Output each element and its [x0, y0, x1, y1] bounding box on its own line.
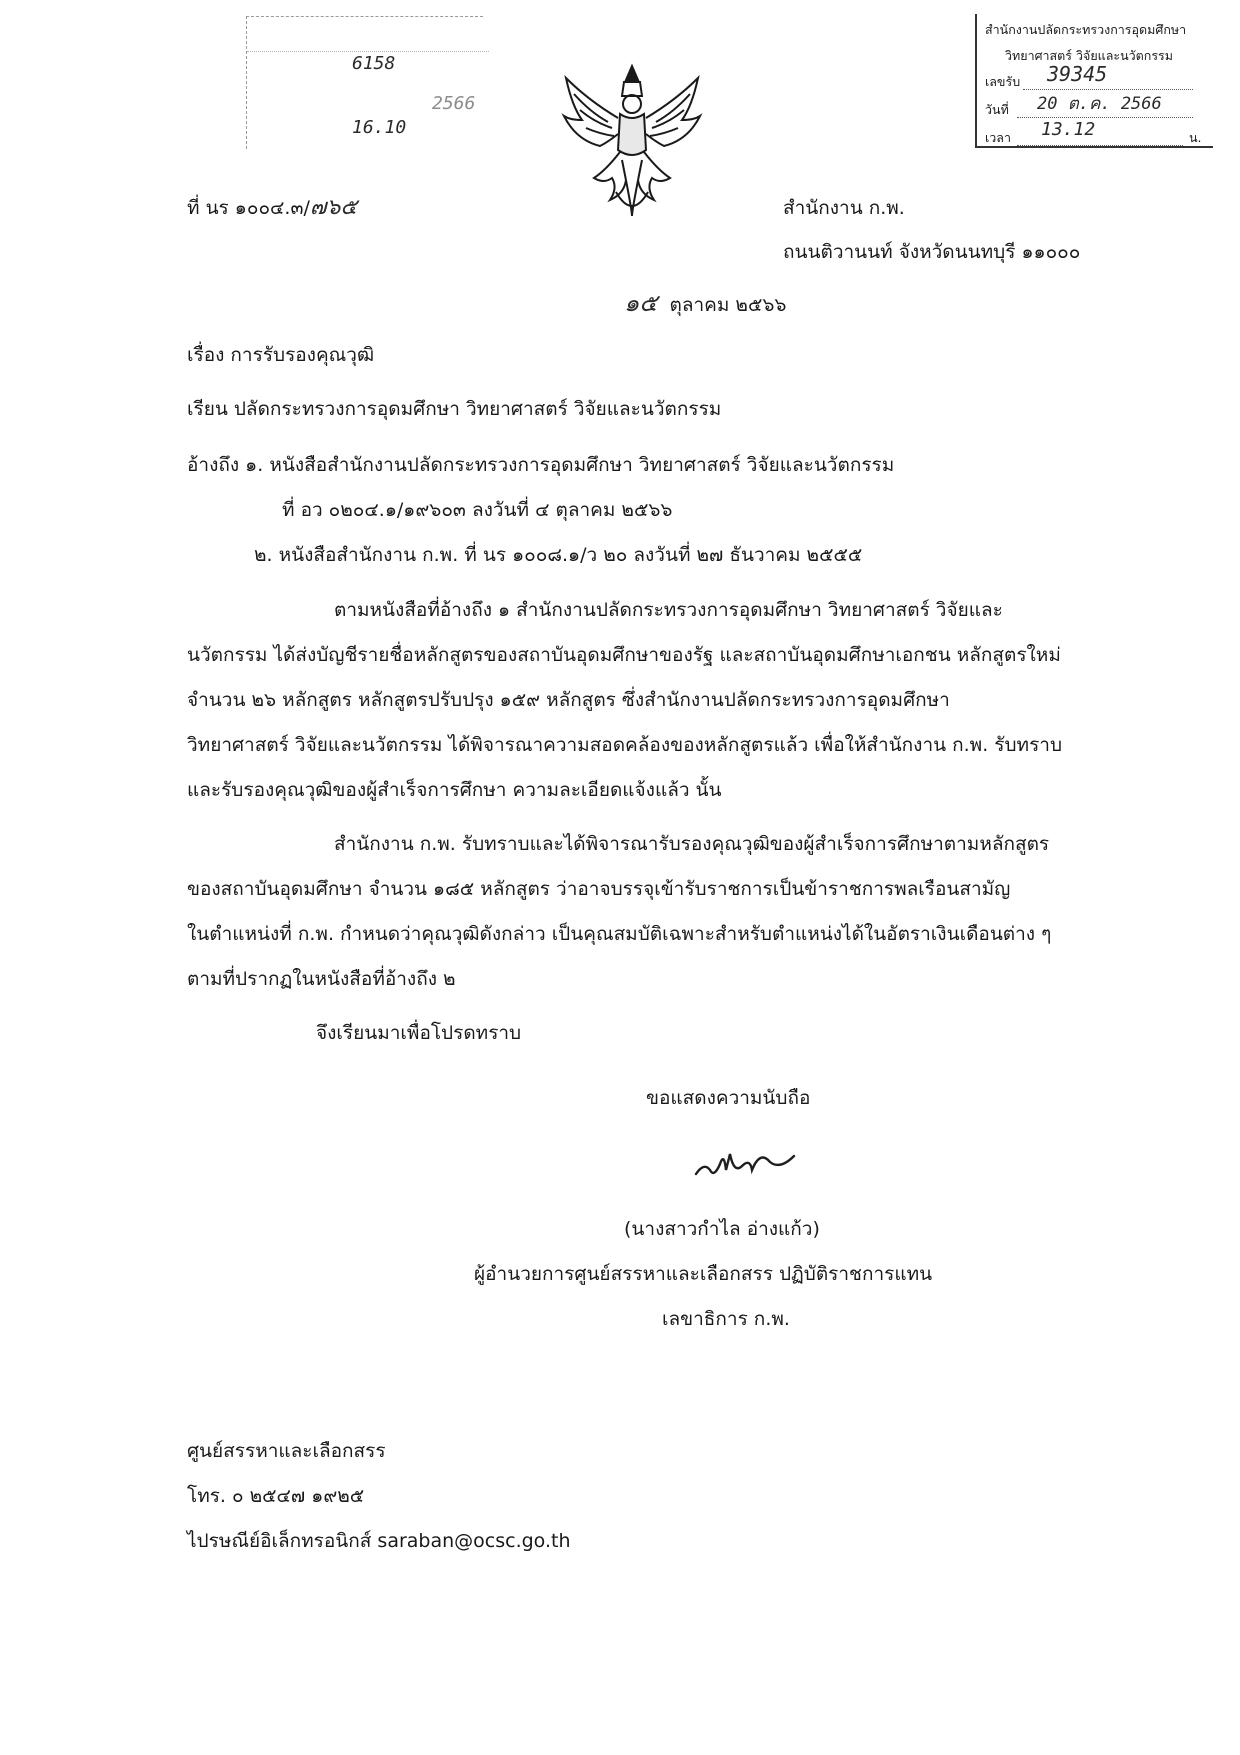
- signature-icon: [690, 1140, 800, 1186]
- letter-date: [624, 291, 786, 317]
- sender-org: สำนักงาน ก.พ.: [783, 197, 905, 219]
- registry-office-line2: วิทยาศาสตร์ วิจัยและนวัตกรรม: [1005, 48, 1174, 63]
- date-day-handwritten: ๑๕: [624, 289, 658, 317]
- stamp-receipt-time: 16.10: [352, 117, 407, 138]
- registry-number-value: 39345: [1047, 62, 1108, 86]
- paragraph-1-line-2: นวัตกรรม ได้ส่งบัญชีรายชื่อหลักสูตรของสถาบันอุดมศึกษาของรัฐ และสถาบันอุดมศึกษาเอกชน หลักสูตรใหม่: [187, 644, 1061, 666]
- paragraph-2-line-4: ตามที่ปรากฏในหนังสือที่อ้างถึง ๒: [187, 968, 456, 990]
- registry-number-label: เลขรับ: [985, 74, 1021, 89]
- reference-handwritten: ๗๖๕: [309, 195, 358, 220]
- reference-prefix: ที่ นร ๑๐๐๔.๓/: [187, 197, 310, 219]
- paragraph-2-line-3: ในตำแหน่งที่ ก.พ. กำหนดว่าคุณวุฒิดังกล่าว เป็นคุณสมบัติเฉพาะสำหรับตำแหน่งได้ในอัตราเงินเดือนต่าง ๆ: [187, 923, 1052, 945]
- subject: เรื่อง การรับรองคุณวุฒิ: [187, 344, 375, 366]
- reference-1: อ้างถึง ๑. หนังสือสำนักงานปลัดกระทรวงการอุดมศึกษา วิทยาศาสตร์ วิจัยและนวัตกรรม: [187, 454, 895, 476]
- regards: ขอแสดงความนับถือ: [646, 1087, 811, 1109]
- registry-time-suffix: น.: [1189, 130, 1202, 145]
- reference-number: [187, 196, 357, 220]
- reference-1-detail: ที่ อว ๐๒๐๔.๑/๑๙๖๐๓ ลงวันที่ ๔ ตุลาคม ๒๕๖๖: [282, 499, 673, 521]
- paragraph-1-line-3: จำนวน ๒๖ หลักสูตร หลักสูตรปรับปรุง ๑๕๙ หลักสูตร ซึ่งสำนักงานปลัดกระทรวงการอุดมศึกษา: [187, 689, 950, 711]
- signatory-position: ผู้อำนวยการศูนย์สรรหาและเลือกสรร ปฏิบัติราชการแทน: [474, 1263, 933, 1285]
- registry-time-label: เวลา: [985, 130, 1011, 145]
- stamp-receipt-year: 2566: [432, 93, 476, 114]
- closing-line: จึงเรียนมาเพื่อโปรดทราบ: [316, 1022, 522, 1044]
- paragraph-1-line-4: วิทยาศาสตร์ วิจัยและนวัตกรรม ได้พิจารณาความสอดคล้องของหลักสูตรแล้ว เพื่อให้สำนักงาน ก.พ. รับทราบ: [187, 734, 1063, 756]
- sender-address: ถนนติวานนท์ จังหวัดนนทบุรี ๑๑๐๐๐: [783, 241, 1081, 263]
- registry-stamp: [975, 14, 1213, 148]
- paragraph-1-line-5: และรับรองคุณวุฒิของผู้สำเร็จการศึกษา ความละเอียดแจ้งแล้ว นั้น: [187, 779, 722, 801]
- garuda-emblem-icon: [560, 60, 704, 222]
- reference-2: ๒. หนังสือสำนักงาน ก.พ. ที่ นร ๑๐๐๘.๑/ว ๒๐ ลงวันที่ ๒๗ ธันวาคม ๒๕๕๕: [254, 544, 863, 566]
- registry-date-value: 20 ต.ค. 2566: [1037, 94, 1162, 114]
- footer-phone: โทร. ๐ ๒๕๔๗ ๑๙๒๕: [187, 1485, 365, 1507]
- footer-email: ไปรษณีย์อิเล็กทรอนิกส์ saraban@ocsc.go.th: [187, 1530, 571, 1552]
- signatory-position-2: เลขาธิการ ก.พ.: [662, 1308, 790, 1330]
- paragraph-2-line-1: สำนักงาน ก.พ. รับทราบและได้พิจารณารับรองคุณวุฒิของผู้สำเร็จการศึกษาตามหลักสูตร: [334, 833, 1050, 855]
- registry-date-label: วันที่: [985, 102, 1009, 117]
- signatory-name: (นางสาวกำไล อ่างแก้ว): [624, 1218, 820, 1240]
- paragraph-1-line-1: ตามหนังสือที่อ้างถึง ๑ สำนักงานปลัดกระทรวงการอุดมศึกษา วิทยาศาสตร์ วิจัยและ: [334, 599, 1003, 621]
- paragraph-2-line-2: ของสถาบันอุดมศึกษา จำนวน ๑๘๕ หลักสูตร ว่าอาจบรรจุเข้ารับราชการเป็นข้าราชการพลเรือนสามัญ: [187, 878, 1011, 900]
- stamp-receipt-number: 6158: [352, 53, 396, 74]
- recipient: เรียน ปลัดกระทรวงการอุดมศึกษา วิทยาศาสตร์ วิจัยและนวัตกรรม: [187, 398, 722, 420]
- footer-department: ศูนย์สรรหาและเลือกสรร: [187, 1440, 386, 1462]
- registry-time-value: 13.12: [1041, 119, 1096, 140]
- date-month-year: ตุลาคม ๒๕๖๖: [669, 294, 787, 316]
- registry-office: สำนักงานปลัดกระทรวงการอุดมศึกษา: [985, 22, 1187, 37]
